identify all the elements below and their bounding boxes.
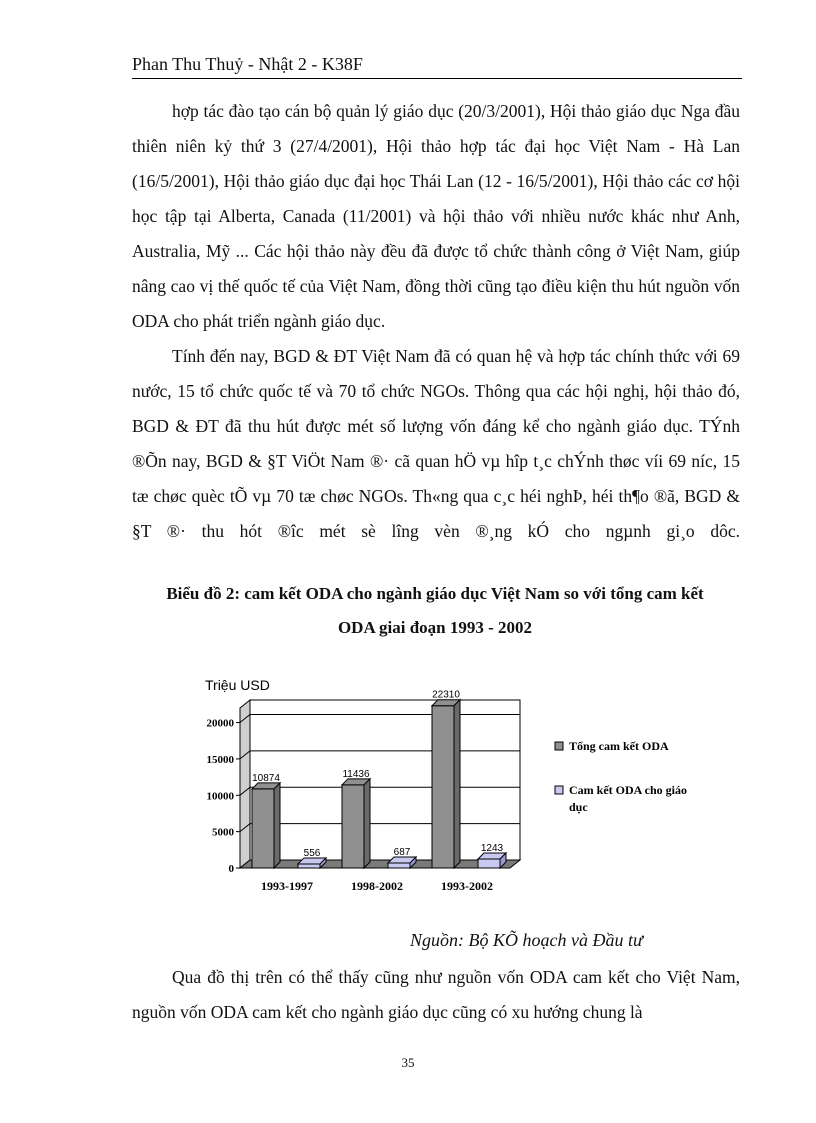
legend-label: Tổng cam kết ODA: [569, 739, 669, 753]
data-label: 11436: [342, 768, 370, 780]
chart-back-wall: [250, 700, 520, 860]
bar-side: [364, 779, 370, 868]
y-tick-label: 10000: [206, 790, 234, 803]
bar-total: [342, 785, 364, 868]
body-text: [132, 94, 740, 549]
bar-side: [454, 700, 460, 868]
figure-title-line-1: Biểu đồ 2: cam kết ODA cho ngành giáo dục Việt Nam so với tổng cam kết: [166, 584, 704, 603]
bar-education: [388, 863, 410, 868]
y-tick-label: 0: [228, 863, 234, 875]
bar-total: [252, 789, 274, 868]
bar-side: [274, 783, 280, 868]
x-tick-label: 1993-2002: [441, 879, 493, 893]
conclusion-text: [132, 960, 740, 1030]
chart-side-wall: [240, 700, 250, 868]
y-axis-label: Triệu USD: [205, 677, 270, 693]
paragraph-3: Qua đồ thị trên có thể thấy cũng như nguồn vốn ODA cam kết cho Việt Nam, nguồn vốn ODA cam kết cho ngành giáo dục cũng có xu hướng chung là: [132, 967, 740, 1022]
page-number: 35: [401, 1055, 415, 1070]
legend-swatch: [555, 742, 563, 750]
bar-education: [298, 864, 320, 868]
data-label: 556: [303, 847, 321, 859]
bar-total: [432, 706, 454, 868]
data-label: 22310: [432, 689, 460, 701]
y-tick-label: 5000: [212, 826, 234, 839]
y-tick-label: 20000: [206, 717, 234, 730]
oda-bar-chart: [195, 668, 755, 908]
data-label: 10874: [252, 772, 280, 784]
bar-education: [478, 859, 500, 868]
paragraph-2: Tính đến nay, BGD & ĐT Việt Nam đã có quan hệ và hợp tác chính thức với 69 nước, 15 tổ chức quốc tế và 70 tổ chức NGOs. Thông qua các hội nghị, hội thảo đó, BGD & ĐT đã thu hút được mét số lượng vốn đáng kể cho ngành giáo dục. TÝnh ®Õn nay, BGD & §T ViÖt Nam ®· cã quan hÖ vµ hîp t¸c chÝnh thøc víi 69 níc, 15 tæ chøc quèc tÕ vµ 70 tæ chøc NGOs. Th«ng qua c¸c héi nghÞ, héi th¶o ®ã, BGD & §T ®· thu hót ®îc mét sè lîng vèn ®¸ng kÓ cho ngµnh gi¸o dôc.: [132, 346, 740, 541]
data-label: 1243: [480, 842, 504, 854]
page-header: [132, 52, 742, 79]
header-text: Phan Thu Thuỷ - Nhật 2 - K38F: [132, 54, 363, 74]
chart-svg: [195, 668, 755, 908]
data-label: 687: [393, 847, 411, 859]
x-tick-label: 1998-2002: [351, 879, 403, 893]
paragraph-1: hợp tác đào tạo cán bộ quản lý giáo dục (20/3/2001), Hội thảo giáo dục Nga đầu thiên niên kỷ thứ 3 (27/4/2001), Hội thảo hợp tác đại học Việt Nam - Hà Lan (16/5/2001), Hội thảo giáo dục đại học Thái Lan (12 - 16/5/2001), Hội thảo các cơ hội học tập tại Alberta, Canada (11/2001) và hội thảo với nhiều nước khác như Anh, Australia, Mỹ ... Các hội thảo này đều đã được tổ chức thành công ở Việt Nam, giúp nâng cao vị thế quốc tế của Việt Nam, đồng thời cũng tạo điều kiện thu hút nguồn vốn ODA cho phát triển ngành giáo dục.: [132, 101, 740, 331]
y-tick-label: 15000: [206, 753, 234, 766]
legend-label: Cam kết ODA cho giáo dục: [569, 783, 687, 814]
legend-swatch: [555, 786, 563, 794]
x-tick-label: 1993-1997: [261, 879, 313, 893]
figure-title-line-2: ODA giai đoạn 1993 - 2002: [337, 618, 533, 637]
source-note: Nguồn: Bộ KÕ hoạch và Đầu tư: [410, 930, 643, 950]
